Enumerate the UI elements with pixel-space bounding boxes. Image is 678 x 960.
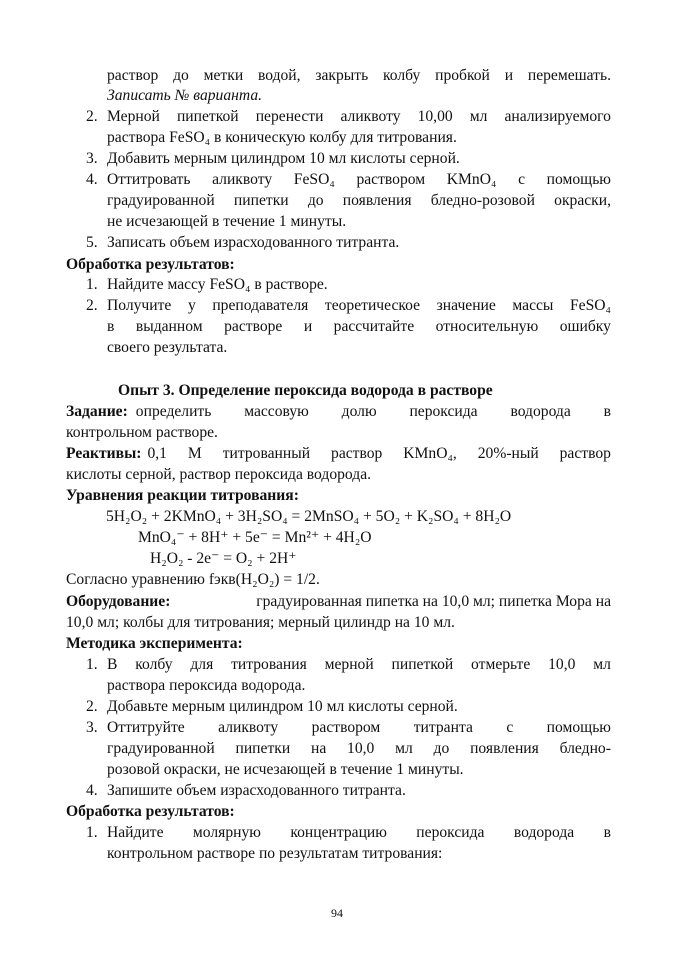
word: у <box>187 297 196 314</box>
equipment-line <box>66 592 611 611</box>
word: окраски, <box>554 192 611 209</box>
word: Получите <box>107 297 172 314</box>
word: мерной <box>324 656 374 673</box>
task-label: Задание: <box>66 403 128 420</box>
text-line: не исчезающей в течение 1 минуты. <box>107 213 347 230</box>
word: перенести <box>255 108 324 125</box>
word: появления <box>342 192 412 209</box>
word: М <box>187 445 202 462</box>
reagents-text <box>141 444 611 463</box>
text-line: раствора пероксида водорода. <box>107 677 306 694</box>
word: помощью <box>546 719 611 736</box>
reagents-line <box>66 444 611 463</box>
word: теоретическое <box>324 297 421 314</box>
word: преподавателя <box>212 297 309 314</box>
list-number: 3. <box>86 719 98 736</box>
text-line: контрольном растворе. <box>66 424 218 441</box>
word: мл <box>469 108 488 125</box>
word: титрования <box>231 656 307 673</box>
text-line: Записать объем израсходованного титранта. <box>107 234 400 251</box>
task-text <box>128 402 611 421</box>
word: водорода <box>510 403 571 420</box>
word: бледно-розовой <box>430 192 535 209</box>
word: появления <box>470 740 539 757</box>
word: водой, <box>257 67 301 84</box>
text-line <box>107 296 611 315</box>
word: до <box>307 192 324 209</box>
word: закрыть <box>315 67 369 84</box>
equation-half-reduction: MnO₄⁻ + 8H⁺ + 5e⁻ = Mn²⁺ + 4H₂O <box>138 529 372 546</box>
word: массовую <box>244 403 309 420</box>
word: метки <box>203 67 244 84</box>
equation-half-oxidation: H₂O₂ - 2e⁻ = O₂ + 2H⁺ <box>150 550 297 567</box>
word: Оттитруйте <box>107 719 185 736</box>
text-line: своего результата. <box>107 339 228 356</box>
word: В <box>107 656 118 673</box>
word: колбу <box>135 656 173 673</box>
word: Мерной <box>107 108 160 125</box>
reagents-label: Реактивы: <box>66 445 142 462</box>
text-line: Запишите объем израсходованного титранта. <box>107 782 406 799</box>
word: в <box>603 824 611 841</box>
text-line <box>107 191 611 210</box>
task-line <box>66 402 611 421</box>
word: рассчитайте <box>333 318 415 335</box>
text-line <box>107 739 611 758</box>
text-line: 10,0 мл; колбы для титрования; мерный цилиндр на 10 мл. <box>66 614 455 631</box>
word: титранта <box>413 719 473 736</box>
word: аликвоту <box>340 108 401 125</box>
text-line: контрольном растворе по результатам титрования: <box>107 845 443 862</box>
word: бледно- <box>559 740 611 757</box>
text-line: Найдите массу FeSO₄ в растворе. <box>107 276 328 293</box>
word: отмерьте <box>471 656 531 673</box>
text-line <box>107 107 611 126</box>
word: колбу <box>383 67 421 84</box>
word: помощью <box>546 171 611 188</box>
instruction-note: Записать № варианта. <box>107 87 263 104</box>
word: раствором <box>311 719 381 736</box>
word: FeSO₄ <box>570 297 611 314</box>
section-heading: Обработка результатов: <box>66 256 235 273</box>
word: пипетки <box>233 192 289 209</box>
word: Найдите <box>107 824 164 841</box>
word: аликвоту <box>212 171 273 188</box>
list-number: 4. <box>86 782 98 799</box>
list-number: 3. <box>86 150 98 167</box>
word: ошибку <box>559 318 611 335</box>
text-line: Добавьте мерным цилиндром 10 мл кислоты серной. <box>107 698 458 715</box>
experiment-title: Опыт 3. Определение пероксида водорода в растворе <box>118 382 493 399</box>
list-number: 1. <box>86 276 98 293</box>
word: водорода <box>513 824 575 841</box>
equipment-label: Оборудование: <box>66 593 171 610</box>
word: градуированной <box>107 740 215 757</box>
word: KMnO₄, <box>403 445 457 462</box>
word: пипеткой <box>176 108 239 125</box>
word: мл <box>593 656 611 673</box>
word: до <box>433 740 450 757</box>
equation-main: 5H₂O₂ + 2KMnO₄ + 3H₂SO₄ = 2MnSO₄ + 5O₂ + K₂SO₄ + 8H₂O <box>106 508 512 525</box>
section-heading: Методика эксперимента: <box>66 635 243 652</box>
word: определить <box>135 403 212 420</box>
word: пробкой <box>435 67 490 84</box>
list-number: 1. <box>86 656 98 673</box>
word: раствор <box>107 67 159 84</box>
text-line <box>107 317 611 336</box>
text-line <box>107 66 611 85</box>
list-number: 2. <box>86 297 98 314</box>
word: 10,0 <box>548 656 576 673</box>
word: аликвоту <box>218 719 279 736</box>
word: перемешать. <box>527 67 611 84</box>
equipment-text: градуированная пипетка на 10,0 мл; пипетка Мора на <box>252 593 611 610</box>
word: относительную <box>435 318 539 335</box>
word: 10,0 <box>347 740 375 757</box>
text-line <box>107 170 611 189</box>
word: долю <box>341 403 377 420</box>
word: 10,00 <box>417 108 453 125</box>
word: массы <box>512 297 554 314</box>
word: для <box>190 656 214 673</box>
list-number: 1. <box>86 824 98 841</box>
word: мл <box>395 740 413 757</box>
text-line: Добавить мерным цилиндром 10 мл кислоты серной. <box>107 150 460 167</box>
text-line <box>107 823 611 842</box>
list-number: 5. <box>86 234 98 251</box>
list-number: 2. <box>86 698 98 715</box>
word: пероксида <box>409 403 478 420</box>
word: и <box>303 318 313 335</box>
word: концентрацию <box>290 824 387 841</box>
section-heading: Обработка результатов: <box>66 803 235 820</box>
word: градуированной <box>107 192 215 209</box>
word: в <box>603 403 611 420</box>
text-line: розовой окраски, не исчезающей в течение 1 минуты. <box>107 761 464 778</box>
word: титрованный <box>222 445 311 462</box>
word: 20%-ный <box>477 445 539 462</box>
word: молярную <box>192 824 261 841</box>
list-number: 4. <box>86 171 98 188</box>
word: раствор <box>559 445 611 462</box>
word: выданном <box>135 318 203 335</box>
word: в <box>107 318 115 335</box>
word: раствор <box>331 445 383 462</box>
word: пипетки <box>235 740 291 757</box>
word: FeSO₄ <box>293 171 335 188</box>
text-line: кислоты серной, раствор пероксида водорода. <box>66 466 372 483</box>
word: KMnO₄ <box>446 171 497 188</box>
word: растворе <box>224 318 283 335</box>
word: раствором <box>356 171 426 188</box>
list-number: 2. <box>86 108 98 125</box>
page-number: 94 <box>331 906 343 920</box>
word: Оттитровать <box>107 171 191 188</box>
text-line <box>107 655 611 674</box>
word: 0,1 <box>147 445 167 462</box>
word: на <box>310 740 327 757</box>
text-line <box>107 718 611 737</box>
word: анализируемого <box>504 108 611 125</box>
word: с <box>506 719 514 736</box>
word: пипеткой <box>391 656 454 673</box>
text-line: Согласно уравнению fэкв(H₂O₂) = 1/2. <box>66 571 320 588</box>
word: значение <box>436 297 496 314</box>
text-line: раствора FeSO₄ в коническую колбу для титрования. <box>107 129 457 146</box>
word: пероксида <box>416 824 485 841</box>
word: до <box>173 67 189 84</box>
word: с <box>518 171 525 188</box>
word: и <box>504 67 514 84</box>
section-heading: Уравнения реакции титрования: <box>66 487 299 504</box>
